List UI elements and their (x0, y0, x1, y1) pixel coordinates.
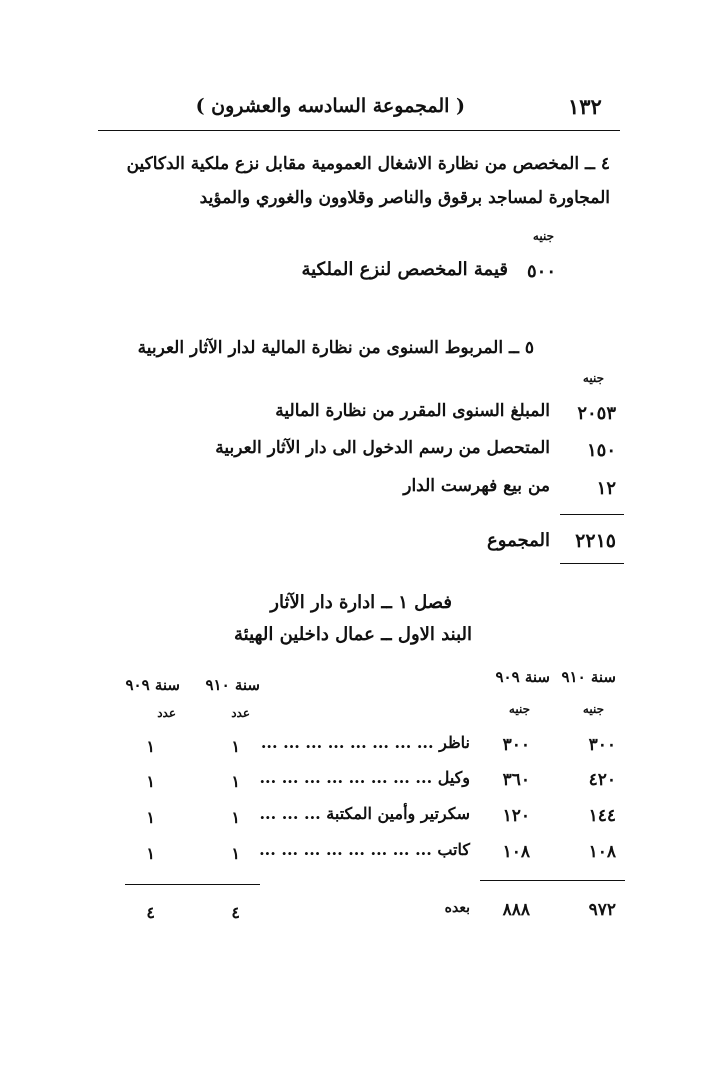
cell-count-910: ١ (231, 772, 240, 791)
unit-count-910: عدد (231, 706, 250, 720)
chapter-subtitle: البند الاول ــ عمال داخلين الهيئة (234, 624, 472, 645)
carry-amount-910: ٩٧٢ (588, 900, 616, 920)
amounts-sum-rule (480, 880, 625, 881)
chapter-title: فصل ١ ــ ادارة دار الآثار (270, 592, 452, 613)
section4-label: قيمة المخصص لنزع الملكية (301, 259, 508, 280)
section4-line1: ٤ ــ المخصص من نظارة الاشغال العمومية مقابل نزع ملكية الدكاكين (126, 154, 610, 174)
running-title: ( المجموعة السادسه والعشرون ) (195, 95, 465, 117)
header-amount-909: سنة ٩٠٩ (495, 668, 550, 686)
counts-sum-rule (125, 884, 260, 885)
section4-amount: ٥٠٠ (526, 261, 556, 282)
cell-label: ناظر ... ... ... ... ... ... ... ... (260, 733, 470, 752)
cell-count-910: ١ (231, 737, 240, 756)
header-count-909: سنة ٩٠٩ (125, 676, 180, 694)
cell-amount-910: ٣٠٠ (588, 735, 616, 755)
cell-amount-909: ٣٠٠ (502, 735, 530, 755)
section5-total-underline (560, 563, 624, 564)
cell-amount-910: ٤٢٠ (588, 770, 616, 790)
cell-count-909: ١ (146, 772, 155, 791)
section5-total-label: المجموع (487, 530, 550, 551)
section5-row-amount: ٢٠٥٣ (577, 403, 616, 424)
cell-count-909: ١ (146, 737, 155, 756)
section5-currency: جنيه (582, 371, 604, 385)
header-count-910: سنة ٩١٠ (205, 676, 260, 694)
carry-count-910: ٤ (231, 903, 240, 922)
cell-amount-910: ١٤٤ (588, 806, 616, 826)
section4-currency: جنيه (532, 229, 554, 243)
section5-sum-rule (560, 514, 624, 515)
carry-amount-909: ٨٨٨ (502, 900, 530, 920)
cell-label: وكيل ... ... ... ... ... ... ... ... (259, 768, 470, 787)
header-amount-910: سنة ٩١٠ (561, 668, 616, 686)
section5-row-amount: ١٥٠ (586, 440, 616, 461)
cell-label: كاتب ... ... ... ... ... ... ... ... (259, 840, 470, 859)
unit-amount-909: جنيه (508, 702, 530, 716)
cell-count-910: ١ (231, 808, 240, 827)
cell-count-910: ١ (231, 844, 240, 863)
carry-count-909: ٤ (146, 903, 155, 922)
unit-count-909: عدد (157, 706, 176, 720)
cell-amount-909: ٣٦٠ (502, 770, 530, 790)
section4-line2: المجاورة لمساجد برقوق والناصر وقلاوون والغوري والمؤيد (199, 188, 610, 208)
section5-total-amount: ٢٢١٥ (575, 530, 616, 552)
cell-amount-910: ١٠٨ (588, 842, 616, 862)
cell-label: سكرتير وأمين المكتبة ... ... ... (259, 804, 470, 823)
section5-row-label: من بيع فهرست الدار (403, 476, 550, 496)
page-number: ١٣٢ (568, 94, 602, 119)
cell-amount-909: ١٠٨ (502, 842, 530, 862)
cell-count-909: ١ (146, 808, 155, 827)
section5-title: ٥ ــ المربوط السنوى من نظارة المالية لدار الآثار العربية (137, 338, 534, 358)
cell-count-909: ١ (146, 844, 155, 863)
section5-row-amount: ١٢ (596, 478, 616, 499)
cell-amount-909: ١٢٠ (502, 806, 530, 826)
section5-row-label: المتحصل من رسم الدخول الى دار الآثار العربية (215, 438, 550, 458)
carry-label: بعده (444, 900, 470, 916)
unit-amount-910: جنيه (582, 702, 604, 716)
header-rule (98, 130, 620, 131)
section5-row-label: المبلغ السنوى المقرر من نظارة المالية (275, 401, 550, 421)
